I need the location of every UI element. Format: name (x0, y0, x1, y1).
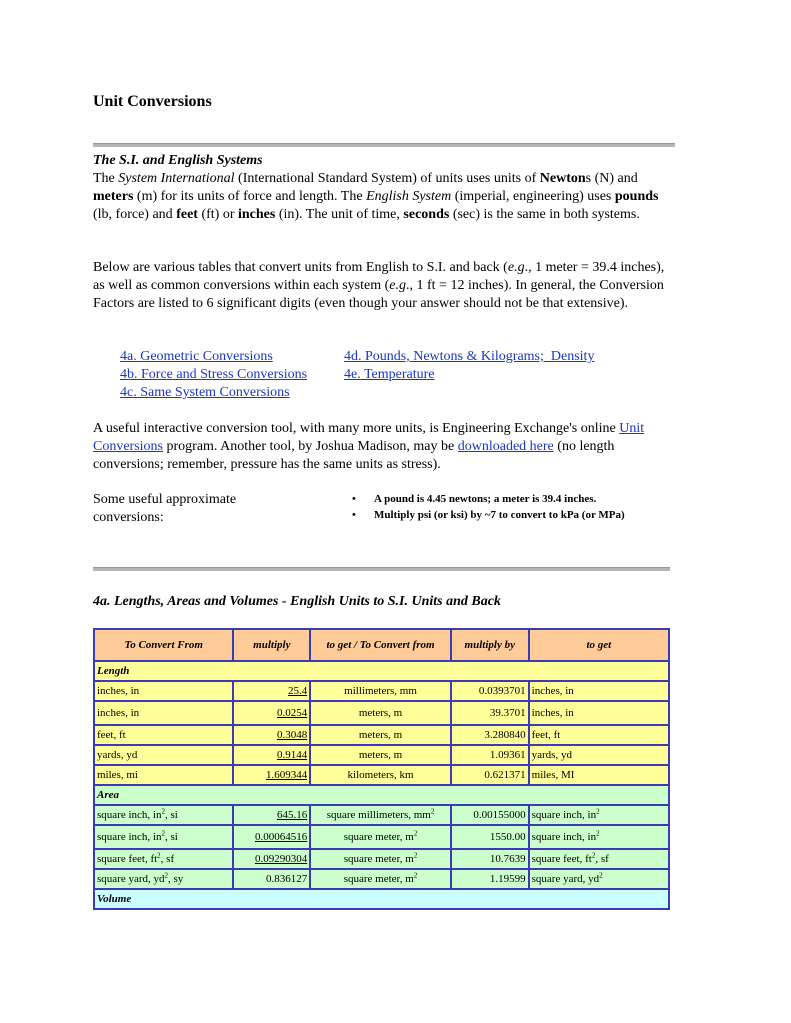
divider-top (93, 143, 675, 147)
header-cell: multiply (233, 629, 310, 661)
table-cell: 0.0393701 (451, 681, 529, 701)
link-unit-conversions[interactable]: Unit Conversions (93, 421, 645, 454)
table-header-row (94, 629, 669, 661)
category-label: Length (94, 661, 669, 681)
table-row (94, 725, 669, 745)
table-cell: yards, yd (529, 745, 669, 765)
table-cell: square meter, $m^2$ (310, 849, 451, 869)
table-cell: miles, MI (529, 765, 669, 785)
section-4a-heading: 4a. Lengths, Areas and Volumes - English Units to S.I. Units and Back (93, 594, 501, 609)
table-cell: square inch, $in^2$, si (94, 805, 233, 825)
header-cell: To Convert From (94, 629, 233, 661)
header-cell: multiply by (451, 629, 529, 661)
table-cell: yards, yd (94, 745, 233, 765)
table-cell: 39.3701 (451, 701, 529, 725)
table-cell: 1.19599 (451, 869, 529, 889)
table-cell: 10.7639 (451, 849, 529, 869)
table-row (94, 869, 669, 889)
table-cell: meters, m (310, 745, 451, 765)
table-cell: 645.16 (233, 805, 310, 825)
table-cell: 1.609344 (233, 765, 310, 785)
systems-paragraph: The System International (International Standard System) of units uses units of Newtons (N) and meters (m) for its units of force and length. The English System (imperial, engineering) uses pounds (lb, force) and feet (ft) or inches (in). The unit of time, seconds (sec) is the same in both systems. (93, 171, 659, 222)
header-cell: to get / To Convert from (310, 629, 451, 661)
table-cell: square inch, $in^2$ (529, 825, 669, 849)
table-cell: inches, in (529, 701, 669, 725)
approx-bullet-list (350, 492, 650, 524)
table-cell: 1550.00 (451, 825, 529, 849)
table-cell: meters, m (310, 725, 451, 745)
table-cell: square feet, $ft^2$, sf (94, 849, 233, 869)
link-4d-pounds-newtons[interactable]: 4d. Pounds, Newtons & Kilograms; Density (344, 349, 595, 364)
table-category-row (94, 889, 669, 909)
table-row (94, 805, 669, 825)
table-cell: 0.09290304 (233, 849, 310, 869)
link-4a-geometric[interactable]: 4a. Geometric Conversions (120, 349, 273, 364)
list-item: • Multiply psi (or ksi) by ~7 to convert to kPa (or MPa) (352, 509, 625, 521)
table-cell: square inch, $in^2$, si (94, 825, 233, 849)
table-cell: 0.00064516 (233, 825, 310, 849)
table-cell: 0.836127 (233, 869, 310, 889)
table-cell: feet, ft (529, 725, 669, 745)
table-cell: square meter, $m^2$ (310, 825, 451, 849)
table-cell: miles, mi (94, 765, 233, 785)
table-cell: 0.0254 (233, 701, 310, 725)
tools-paragraph: A useful interactive conversion tool, with many more units, is Engineering Exchange's online Unit Conversions program. Another tool, by Joshua Madison, may be downloaded here (no length conversions; remember, pressure has the same units as stress). (93, 421, 645, 472)
table-cell: square millimeters, $mm^2$ (310, 805, 451, 825)
category-label: Volume (94, 889, 669, 909)
table-category-row (94, 661, 669, 681)
table-cell: inches, in (94, 681, 233, 701)
approx-label: Some useful approximate conversions: (93, 492, 237, 525)
table-cell: feet, ft (94, 725, 233, 745)
category-label: Area (94, 785, 669, 805)
table-cell: 25.4 (233, 681, 310, 701)
table-row (94, 765, 669, 785)
table-cell: square meter, $m^2$ (310, 869, 451, 889)
table-cell: square yard, $yd^2$, sy (94, 869, 233, 889)
table-cell: 0.00155000 (451, 805, 529, 825)
header-cell: to get (529, 629, 669, 661)
table-category-row (94, 785, 669, 805)
table-cell: 0.3048 (233, 725, 310, 745)
link-downloaded-here[interactable]: downloaded here (457, 439, 554, 454)
table-row (94, 745, 669, 765)
conversion-table (93, 628, 670, 910)
table-cell: inches, in (94, 701, 233, 725)
link-4e-temperature[interactable]: 4e. Temperature (344, 367, 435, 382)
table-row (94, 849, 669, 869)
table-cell: meters, m (310, 701, 451, 725)
bullet-icon: • (352, 493, 356, 505)
table-cell: square yard, $yd^2$ (529, 869, 669, 889)
table-cell: square inch, $in^2$ (529, 805, 669, 825)
table-cell: 1.09361 (451, 745, 529, 765)
divider-middle (93, 567, 670, 571)
page-title: Unit Conversions (93, 93, 212, 110)
table-cell: square feet, $ft^2$, sf (529, 849, 669, 869)
table-row (94, 701, 669, 725)
table-cell: 0.621371 (451, 765, 529, 785)
table-row (94, 825, 669, 849)
link-4b-force-stress[interactable]: 4b. Force and Stress Conversions (120, 367, 308, 382)
table-cell: millimeters, mm (310, 681, 451, 701)
link-4c-same-system[interactable]: 4c. Same System Conversions (120, 385, 290, 400)
bullet-icon: • (352, 509, 356, 521)
systems-heading: The S.I. and English Systems (93, 153, 263, 168)
table-cell: kilometers, km (310, 765, 451, 785)
table-row (94, 681, 669, 701)
table-cell: 0.9144 (233, 745, 310, 765)
table-cell: inches, in (529, 681, 669, 701)
table-cell: 3.280840 (451, 725, 529, 745)
tables-intro-paragraph: Below are various tables that convert units from English to S.I. and back (e.g., 1 meter = 39.4 inches), as well as common conversions within each system (e.g., 1 ft = 12 inches). In general, the Conversion Factors are listed to 6 significant digits (even though your answer should not be that extensive). (93, 260, 665, 311)
list-item: • A pound is 4.45 newtons; a meter is 39.4 inches. (352, 493, 597, 505)
